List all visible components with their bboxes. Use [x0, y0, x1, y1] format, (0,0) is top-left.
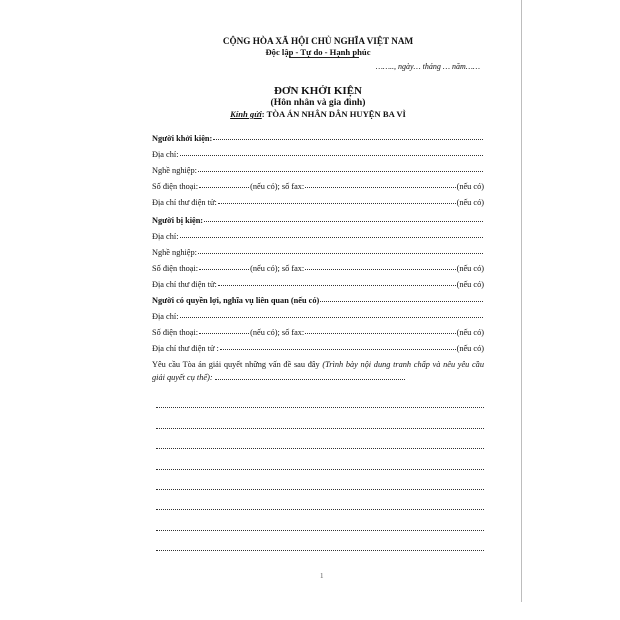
defendant-phone-label: Số điện thoại: [152, 264, 199, 273]
defendant-address-label: Địa chỉ: [152, 232, 179, 241]
plaintiff-address-row [152, 146, 484, 162]
complaint-form [152, 130, 484, 551]
request-line[interactable] [156, 490, 484, 510]
recipient-line [152, 109, 484, 120]
request-hint: (Trình bày nội dung tranh chấp và nêu yêu cầu giải quyết cụ thể): [152, 360, 484, 382]
defendant-job-field[interactable] [198, 243, 483, 254]
plaintiff-row [152, 130, 484, 146]
request-line[interactable] [156, 408, 484, 428]
plaintiff-address-field[interactable] [180, 145, 484, 156]
plaintiff-label: Người khởi kiện: [152, 134, 213, 143]
related-phone-row [152, 324, 484, 340]
dateline: …….., ngày… tháng … năm…… [375, 62, 480, 71]
related-fax-label: (nếu có); số fax: [250, 328, 305, 337]
request-line[interactable] [156, 531, 484, 551]
defendant-field[interactable] [204, 211, 483, 222]
national-title: CỘNG HÒA XÃ HỘI CHỦ NGHĨA VIỆT NAM [222, 36, 414, 46]
plaintiff-job-row [152, 162, 484, 178]
defendant-job-row [152, 244, 484, 260]
related-phone-field[interactable] [199, 323, 249, 334]
related-party-label: Người có quyền lợi, nghĩa vụ liên quan (nếu có) [152, 296, 320, 305]
document-page [152, 36, 484, 551]
defendant-email-label: Địa chỉ thư điện tử: [152, 280, 217, 289]
recipient-prefix: Kính gửi [230, 109, 262, 119]
plaintiff-email-field[interactable] [218, 193, 456, 204]
related-email-field[interactable] [220, 339, 456, 350]
plaintiff-email-tail: (nếu có) [456, 198, 484, 207]
request-line[interactable] [156, 470, 484, 490]
defendant-label: Người bị kiện: [152, 216, 204, 225]
plaintiff-email-row [152, 194, 484, 210]
request-inline-field[interactable] [215, 371, 405, 380]
request-line[interactable] [156, 449, 484, 469]
related-email-row [152, 340, 484, 356]
request-text: Yêu cầu Tòa án giải quyết những vấn đề sau đây [152, 360, 320, 369]
document-subtitle: (Hôn nhân và gia đình) [270, 97, 366, 108]
page-number: 1 [320, 572, 324, 580]
defendant-fax-tail: (nếu có) [456, 264, 484, 273]
plaintiff-phone-field[interactable] [199, 177, 249, 188]
related-fax-field[interactable] [305, 323, 455, 334]
defendant-email-field[interactable] [218, 275, 456, 286]
plaintiff-fax-tail: (nếu có) [456, 182, 484, 191]
related-phone-label: Số điện thoại: [152, 328, 199, 337]
related-party-row [152, 292, 484, 308]
defendant-fax-label: (nếu có); số fax: [250, 264, 305, 273]
request-blank-lines [152, 388, 484, 551]
page-edge-divider [521, 0, 522, 602]
defendant-email-tail: (nếu có) [456, 280, 484, 289]
request-line[interactable] [156, 388, 484, 408]
national-motto: Độc lập - Tự do - Hạnh phúc [265, 47, 371, 57]
plaintiff-fax-label: (nếu có); số fax: [250, 182, 305, 191]
plaintiff-job-label: Nghề nghiệp: [152, 166, 197, 175]
related-email-tail: (nếu có) [456, 344, 484, 353]
defendant-phone-field[interactable] [199, 259, 249, 270]
motto-underline [289, 57, 359, 58]
related-address-field[interactable] [180, 307, 484, 318]
defendant-job-label: Nghề nghiệp: [152, 248, 197, 257]
request-line[interactable] [156, 429, 484, 449]
related-fax-tail: (nếu có) [456, 328, 484, 337]
defendant-email-row [152, 276, 484, 292]
plaintiff-phone-label: Số điện thoại: [152, 182, 199, 191]
plaintiff-job-field[interactable] [198, 161, 483, 172]
request-paragraph [152, 359, 484, 384]
defendant-address-row [152, 228, 484, 244]
defendant-row [152, 212, 484, 228]
defendant-address-field[interactable] [180, 227, 484, 238]
document-title: ĐƠN KHỞI KIỆN [273, 85, 362, 97]
plaintiff-phone-row [152, 178, 484, 194]
defendant-phone-row [152, 260, 484, 276]
plaintiff-email-label: Địa chỉ thư điện tử: [152, 198, 217, 207]
related-address-label: Địa chỉ: [152, 312, 179, 321]
related-party-field[interactable] [320, 291, 483, 302]
recipient-name: : TÒA ÁN NHÂN DÂN HUYỆN BA VÌ [261, 109, 406, 119]
related-email-label: Địa chỉ thư điện tử : [152, 344, 219, 353]
plaintiff-field[interactable] [213, 129, 483, 140]
plaintiff-address-label: Địa chỉ: [152, 150, 179, 159]
plaintiff-fax-field[interactable] [305, 177, 455, 188]
defendant-fax-field[interactable] [305, 259, 455, 270]
request-line[interactable] [156, 510, 484, 530]
related-address-row [152, 308, 484, 324]
